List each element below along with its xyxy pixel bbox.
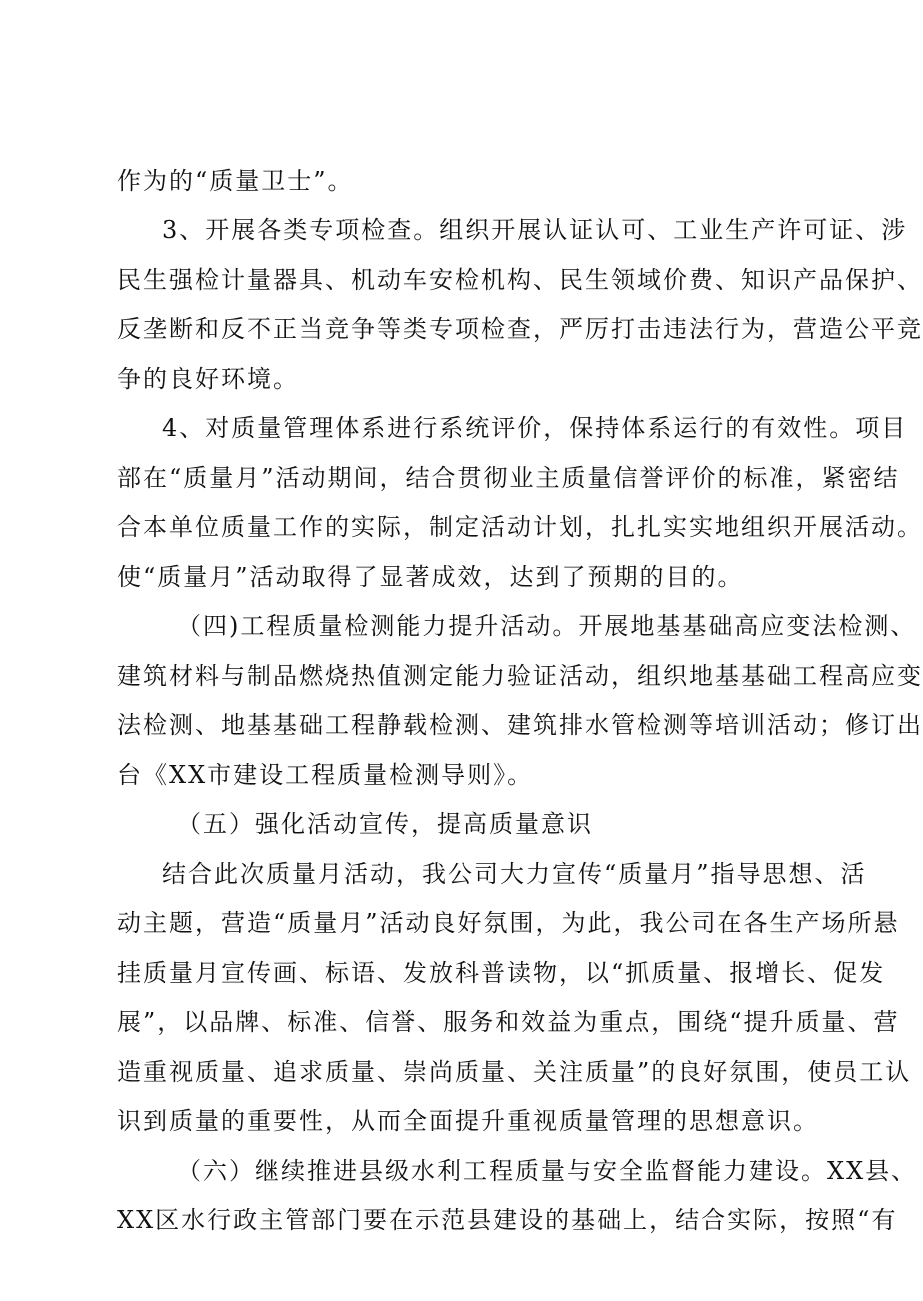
text-line: 法检测、地基基础工程静载检测、建筑排水管检测等培训活动；修订出 xyxy=(117,711,923,739)
text-line: 民生强检计量器具、机动车安检机构、民生领域价费、知识产品保护、 xyxy=(117,266,923,294)
text-line: 争的良好环境。 xyxy=(117,365,299,393)
text-line: 动主题，营造“质量月”活动良好氛围，为此，我公司在各生产场所悬 xyxy=(117,909,900,937)
text-line: 合本单位质量工作的实际，制定活动计划，扎扎实实地组织开展活动。 xyxy=(117,513,923,541)
text-line: （四)工程质量检测能力提升活动。开展地基基础高应变法检测、 xyxy=(177,612,917,640)
text-line: XX区水行政主管部门要在示范县建设的基础上，结合实际，按照“有 xyxy=(117,1206,898,1234)
text-line: 台《XX市建设工程质量检测导则》。 xyxy=(117,761,534,789)
text-line: 部在“质量月”活动期间，结合贯彻业主质量信誉评价的标准，紧密结 xyxy=(117,464,900,492)
text-line: 4、对质量管理体系进行系统评价，保持体系运行的有效性。项目 xyxy=(162,414,908,442)
text-line: 反垄断和反不正当竞争等类专项检查，严厉打击违法行为，营造公平竞 xyxy=(117,315,923,343)
section-heading: （五）强化活动宣传，提高质量意识 xyxy=(177,810,593,838)
text-line: 识到质量的重要性，从而全面提升重视质量管理的思想意识。 xyxy=(117,1107,819,1135)
text-line: 作为的“质量卫士”。 xyxy=(117,167,354,195)
text-line: （六）继续推进县级水利工程质量与安全监督能力建设。XX县、 xyxy=(177,1157,918,1185)
text-line: 3、开展各类专项检查。组织开展认证认可、工业生产许可证、涉 xyxy=(162,216,908,244)
text-line: 展”，以品牌、标准、信誉、服务和效益为重点，围绕“提升质量、营 xyxy=(117,1008,900,1036)
text-line: 结合此次质量月活动，我公司大力宣传“质量月”指导思想、活 xyxy=(162,860,867,888)
text-line: 造重视质量、追求质量、崇尚质量、关注质量”的良好氛围，使员工认 xyxy=(117,1058,912,1086)
text-line: 挂质量月宣传画、标语、发放科普读物，以“抓质量、报增长、促发 xyxy=(117,959,886,987)
text-line: 建筑材料与制品燃烧热值测定能力验证活动，组织地基基础工程高应变 xyxy=(117,662,923,690)
text-line: 使“质量月”活动取得了显著成效，达到了预期的目的。 xyxy=(117,563,744,591)
